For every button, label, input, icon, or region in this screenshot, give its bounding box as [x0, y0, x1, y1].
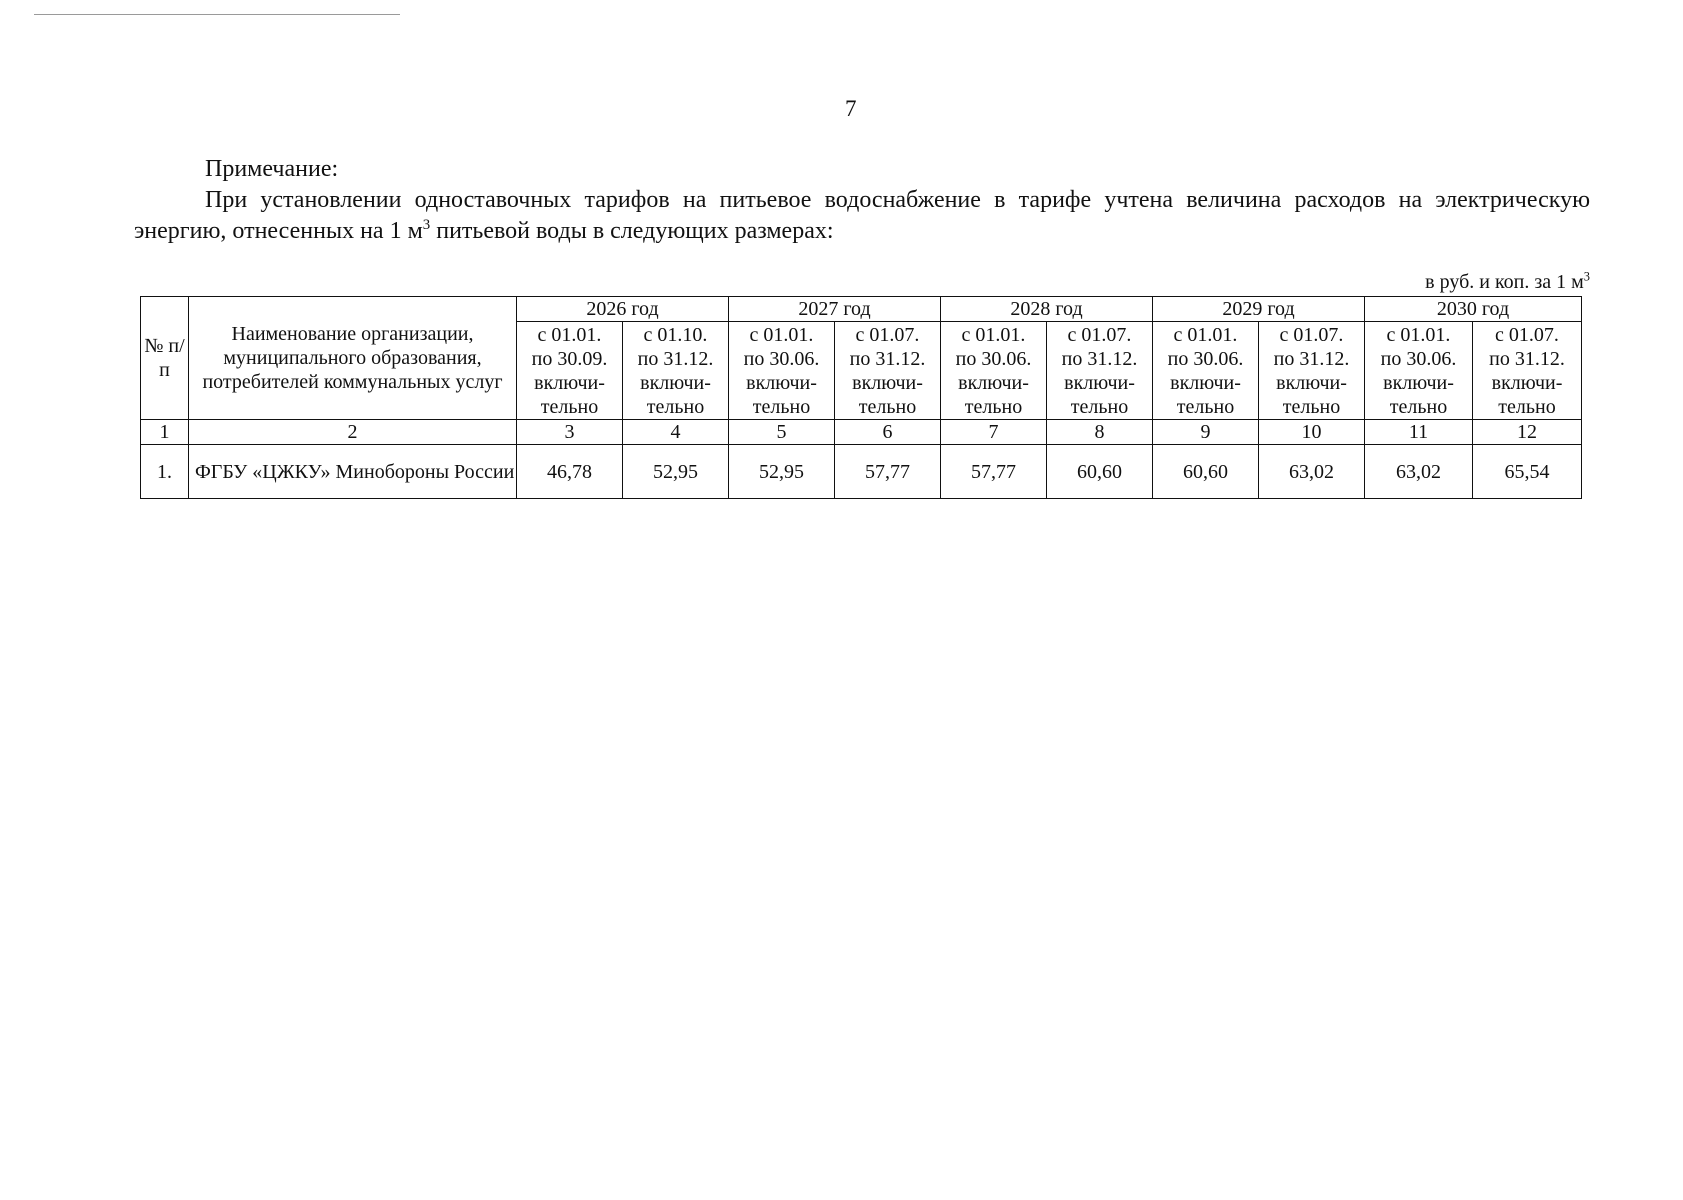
- header-year-2030: 2030 год: [1365, 297, 1582, 322]
- period-inclusive: включи-: [746, 371, 817, 394]
- period-to: по 30.06.: [955, 347, 1032, 370]
- period-inclusive: тельно: [1176, 395, 1235, 418]
- units-label: [1425, 271, 1590, 294]
- period-to: по 30.06.: [1380, 347, 1457, 370]
- period-to: по 31.12.: [849, 347, 926, 370]
- header-year-2027: 2027 год: [729, 297, 941, 322]
- row-number: 1.: [141, 445, 189, 499]
- period-inclusive: включи-: [534, 371, 605, 394]
- period-inclusive: включи-: [852, 371, 923, 394]
- header-period: [1153, 322, 1259, 420]
- tariff-table: [140, 296, 1582, 499]
- units-label-text: в руб. и коп. за 1 м: [1425, 271, 1584, 293]
- tariff-value: 52,95: [729, 445, 835, 499]
- period-from: с 01.07.: [1495, 323, 1559, 346]
- period-to: по 31.12.: [1489, 347, 1565, 370]
- header-period: [729, 322, 835, 420]
- period-inclusive: включи-: [1491, 371, 1563, 394]
- units-label-superscript: 3: [1583, 269, 1590, 284]
- note-text: [134, 185, 1590, 247]
- header-number: № п/п: [141, 297, 189, 420]
- tariff-value: 63,02: [1259, 445, 1365, 499]
- tariff-value: 60,60: [1047, 445, 1153, 499]
- page-number: 7: [845, 96, 857, 121]
- period-inclusive: тельно: [752, 395, 811, 418]
- period-inclusive: включи-: [1276, 371, 1347, 394]
- column-number: 12: [1473, 420, 1582, 445]
- column-number: 6: [835, 420, 941, 445]
- period-inclusive: включи-: [1383, 371, 1454, 394]
- column-number: 5: [729, 420, 835, 445]
- year-header-row: [141, 297, 1582, 322]
- header-organization-name: Наименование организации, муниципального образования, потребителей коммунальных услуг: [189, 297, 517, 420]
- header-period: [623, 322, 729, 420]
- tariff-value: 57,77: [835, 445, 941, 499]
- tariff-value: 63,02: [1365, 445, 1473, 499]
- period-inclusive: тельно: [964, 395, 1023, 418]
- column-number: 2: [189, 420, 517, 445]
- tariff-value: 65,54: [1473, 445, 1582, 499]
- header-period: [941, 322, 1047, 420]
- period-from: с 01.01.: [749, 323, 814, 346]
- period-inclusive: тельно: [1282, 395, 1341, 418]
- column-number: 9: [1153, 420, 1259, 445]
- header-year-2026: 2026 год: [517, 297, 729, 322]
- period-to: по 31.12.: [1061, 347, 1138, 370]
- column-number: 7: [941, 420, 1047, 445]
- period-inclusive: тельно: [646, 395, 705, 418]
- period-from: с 01.01.: [537, 323, 602, 346]
- period-from: с 01.07.: [1067, 323, 1132, 346]
- period-to: по 31.12.: [1273, 347, 1350, 370]
- column-number: 11: [1365, 420, 1473, 445]
- header-period: [1047, 322, 1153, 420]
- header-period: [1365, 322, 1473, 420]
- organization-name: ФГБУ «ЦЖКУ» Минобороны России: [189, 445, 517, 499]
- period-from: с 01.10.: [643, 323, 708, 346]
- period-to: по 31.12.: [637, 347, 714, 370]
- period-inclusive: включи-: [958, 371, 1029, 394]
- period-to: по 30.09.: [531, 347, 608, 370]
- period-inclusive: тельно: [1070, 395, 1129, 418]
- period-to: по 30.06.: [1167, 347, 1244, 370]
- header-period: [835, 322, 941, 420]
- column-number: 10: [1259, 420, 1365, 445]
- note-text-main: При установлении одноставочных тарифов на питьевое водоснабжение в тарифе учтена величина расходов на электрическую энергию, отнесенных на 1 м: [134, 187, 1590, 244]
- period-inclusive: тельно: [858, 395, 917, 418]
- period-inclusive: тельно: [1498, 395, 1556, 418]
- period-to: по 30.06.: [743, 347, 820, 370]
- column-number: 3: [517, 420, 623, 445]
- period-from: с 01.01.: [1173, 323, 1238, 346]
- tariff-value: 60,60: [1153, 445, 1259, 499]
- column-number: 8: [1047, 420, 1153, 445]
- note-text-superscript: 3: [422, 217, 431, 233]
- period-inclusive: тельно: [540, 395, 599, 418]
- period-from: с 01.07.: [1279, 323, 1344, 346]
- header-period: [1259, 322, 1365, 420]
- period-from: с 01.01.: [1386, 323, 1451, 346]
- header-year-2028: 2028 год: [941, 297, 1153, 322]
- period-inclusive: включи-: [1170, 371, 1241, 394]
- column-number: 4: [623, 420, 729, 445]
- period-from: с 01.01.: [961, 323, 1026, 346]
- tariff-value: 46,78: [517, 445, 623, 499]
- note-text-tail: питьевой воды в следующих размерах:: [430, 218, 834, 244]
- period-inclusive: включи-: [1064, 371, 1135, 394]
- period-from: с 01.07.: [855, 323, 920, 346]
- column-number: 1: [141, 420, 189, 445]
- header-period: [517, 322, 623, 420]
- column-number-row: [141, 420, 1582, 445]
- table-row: [141, 445, 1582, 499]
- period-inclusive: включи-: [640, 371, 711, 394]
- top-divider-line: [34, 14, 400, 15]
- tariff-value: 52,95: [623, 445, 729, 499]
- header-year-2029: 2029 год: [1153, 297, 1365, 322]
- period-inclusive: тельно: [1389, 395, 1448, 418]
- note-title: Примечание:: [205, 156, 339, 182]
- tariff-value: 57,77: [941, 445, 1047, 499]
- header-period: [1473, 322, 1582, 420]
